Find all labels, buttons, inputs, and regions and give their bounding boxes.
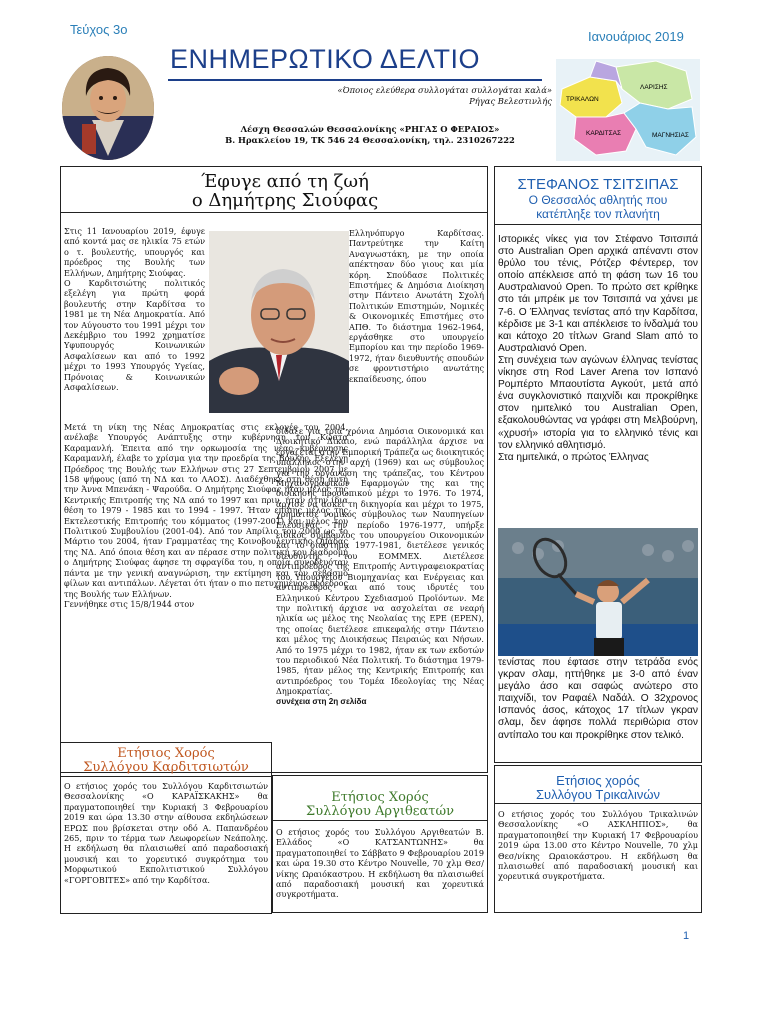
event-trikala-body: Ο ετήσιος χορός του Συλλόγου Τρικαλινών Θεσσαλονίκης «Ο ΑΣΚΛΗΠΙΟΣ», θα πραγματοποιηθεί την Κυριακή 17 Φεβρουαρίου 2019 ώρα 13.00 στο Κέντρο Nouvelle, 70 χλμ Θεσ/νίκης Ωραιοκάστρου. Η εκδήλωση θα πλαισιωθεί από παραδοσιακή μουσική και χορευτικά συγκροτήματα.	[498, 809, 698, 882]
event-argithea-rule	[272, 820, 488, 821]
main-article-title-line1: Έφυγε από τη ζωή	[201, 171, 369, 192]
main-article-intro: Στις 11 Ιανουαρίου 2019, έφυγε από κοντά μας σε ηλικία 75 ετών ο τ. βουλευτής, υπουργός και πρόεδρος της Βουλής των Ελλήνων, Δημήτρης Σιούφας.	[64, 226, 205, 278]
event-trikala-title-line2: Συλλόγου Τρικαλινών	[535, 787, 660, 802]
right-article-nadal: τενίστας που έφτασε στην τετράδα ενός γκραν σλαμ, ηττήθηκε με 3-0 από έναν μεγάλο άσο και σαφώς ανώτερο στο παιχνίδι, τον Ραφαέλ Ναδάλ. Ο 32χρονος Ισπανός άσος, κάτοχος 17 τίτλων γκραν σλαμ, δεν άφησε πολλά περιθώρια στον αντίπαλο του και προκρίθηκε στον τελικό.	[498, 657, 698, 741]
sioufas-photo-illustration	[209, 231, 349, 413]
right-article-title-rule	[494, 224, 702, 225]
map-label-larisa: ΛΑΡΙΣΗΣ	[640, 84, 668, 91]
main-article-family: Ελληνόπυργο Καρδίτσας. Παντρεύτηκε την Καίτη Αναγνωστάκη, με την οποία απέκτησαν δύο γιους και μία κόρη. Σπούδασε Πολιτικές Επιστήμες & Δημόσια Διοίκηση στην Πάντειο Ανωτάτη Σχολή Πολιτικών Επιστημών, Νομικές & Οικονομικές Επιστήμες στο ΑΠΘ. Το διάστημα 1962-1964, εργάσθηκε στο υπουργείο Εμπορίου και την περίοδο 1969-1972, ήταν διευθυντής σπουδών σε φροντιστήριο ανωτάτης εκπαίδευσης, όπου	[349, 228, 484, 384]
association-name: Λέσχη Θεσσαλών Θεσσαλονίκης «ΡΗΓΑΣ Ο ΦΕΡΑΙΟΣ»	[240, 124, 500, 134]
thessaly-map	[556, 59, 700, 161]
right-article-subtitle-line2: κατέπληξε τον πλανήτη	[536, 207, 660, 221]
map-label-trikala: ΤΡΙΚΑΛΩΝ	[566, 96, 599, 103]
page-number: 1	[683, 930, 690, 942]
rigas-feraios-portrait	[62, 56, 154, 160]
continued-link[interactable]: συνέχεια στη 2η σελίδα	[276, 696, 367, 706]
issue-date: Ιανουάριος 2019	[588, 29, 684, 44]
right-article-subtitle-line1: Ο Θεσσαλός αθλητής που	[528, 193, 668, 207]
event-trikala-title-line1: Ετήσιος χορός	[556, 773, 640, 788]
main-article-title-line2: ο Δημήτρης Σιούφας	[191, 190, 379, 211]
tsitsipas-photo-illustration	[498, 528, 698, 656]
tsitsipas-photo	[498, 528, 698, 656]
association-address: Β. Ηρακλείου 19, ΤΚ 546 24 Θεσσαλονίκη, τηλ. 2310267222	[225, 135, 515, 145]
right-article-semifinal: Στη συνέχεια των αγώνων έλληνας τενίστας νίκησε στη Rod Laver Arena τον Ισπανό Ρομπέρτο Μπαουτίστα Αγκούτ, μετά από ένα συγκλονιστικό παιχνίδι και προκρίθηκε στον ημιτελικό του Australian Open, εξακολουθώντας να γράφει στη Μελβούρνη, «χρυσή» ιστορία για το ελληνικό τένις και τον ελληνικό αθλητισμό.	[498, 354, 698, 451]
motto-author: Ρήγας Βελεστινλής	[469, 96, 552, 106]
thessaly-map-svg	[556, 59, 700, 161]
main-article-career: Ο Καρδιτσιώτης πολιτικός εξελέγη για πρώτη φορά βουλευτής στην Καρδίτσα το 1981 με τη Νέα Δημοκρατία. Από τον Αύγουστο του 1991 μέχρι τον Δεκέμβριο του 1992 χρηματίσε Υφυπουργός Κοινωνικών Ασφαλίσεων και από το 1992 μέχρι το 1993 Υπουργός Υγείας, Πρόνοιας & Κοινωνικών Ασφαλίσεων.	[64, 278, 205, 393]
main-article-col2-bottom	[276, 426, 484, 756]
event-argithea-title	[274, 791, 486, 819]
map-label-karditsa: ΚΑΡΔΙΤΣΑΣ	[586, 130, 622, 137]
issue-number: Τεύχος 3ο	[70, 22, 128, 37]
main-article-bio: Μετά τη νίκη της Νέας Δημοκρατίας στις εκλογές του 2004, ανέλαβε Υπουργός Ανάπτυξης στην κυβέρνηση του Κώστα Καραμανλή. Έπειτα από την ορκωμοσία της νέας κυβέρνησης Καραμανλή, έλαβε το χρίσμα για την προεδρία της Βουλής. Εξελέγη Πρόεδρος της Βουλής των Ελλήνων στις 27 Σεπτεμβρίου 2007 με 158 ψήφους (από τη ΝΔ και το ΛΑΟΣ). Διαδέχθηκε στη θέση αυτή την Άννα Μπενάκη - Ψαρούδα. Ο Δημήτρης Σιούφας ήταν μέλος της Κεντρικής Επιτροπής της ΝΔ από το 1997 και πριν, ήταν στην ίδια θέση το 1979 - 1985 και το 1994 - 1997. Ήταν επίσης μέλος της Εκτελεστικής Επιτροπής του κόμματος (1997-2001) και μέλος του Πολιτικού Συμβουλίου (2001-04). Από τον Απρίλιο του 2000 ως το Μάρτιο του 2004, ήταν Γραμματέας της Κοινοβουλευτικής Ομάδας της ΝΔ. Από όποια θέση και αν πέρασε στην πολιτική του διαδρομή ο Δημήτρης Σιούφας άφησε τη σφραγίδα του, η οποία συνοδευόταν πάντα με την γενική αναγνώριση, την εκτίμηση και τον σεβασμό φίλων και αντιπάλων. Λέγεται ότι ήταν ο πιο πετυχημένος πρόεδρος της Βουλής των Ελλήνων.	[64, 422, 348, 599]
right-article-bottom	[498, 657, 698, 757]
masthead-rule	[168, 79, 542, 81]
main-article-career-continued: δίδαξε για τρία χρόνια Δημόσια Οικονομικά και Διοικητικό Δίκαιο, ενώ παράλληλα άρχισε να εργάζεται στην Εμπορική Τράπεζα ως διοικητικός υπάλληλος στην αρχή (1969) και ως σύμβουλος για την οργάνωση της τράπεζας, του Κέντρου Μηχανογραφικών Εφαρμογών της και της διοίκησης προσωπικού μέχρι το 1976. Το 1974, άρχισε να ασκεί τη δικηγορία και μέχρι το 1975, χρημάτισε νομικός σύμβουλος των Ναυπηγείων Ελευσίνας. Την περίοδο 1976-1977, υπήρξε ειδικός σύμβουλος του υπουργείου Οικονομικών και το διάστημα 1977-1981, διετέλεσε γενικός διευθυντής του ΕΟΜΜΕΧ. Διετέλεσε αντιπρόεδρος της Επιτροπής Αντιγραφειοκρατίας του Υπουργείου Βιομηχανίας και Ενέργειας και αντιπρόεδρος και από τους ιδρυτές του Ελληνικού Κέντρου Σχεδιασμού Προϊόντων. Με την πολιτική άρχισε να ασχολείται σε νεαρή ηλικία ως μέλος της Νεολαίας της ΕΡΕ (ΕΡΕΝ), της οποίας διετέλεσε επικεφαλής στην Πάντειο και μέλος της Διοικήσεως Πειραιώς και Νήσων. Από το 1975 μέχρι το 1982, ήταν εκ των εκδοτών του περιοδικού Νέα Πολιτική. Το διάστημα 1979-1985, ήταν μέλος της Κεντρικής Επιτροπής και αντιπρόεδρος του Τομέα Ιδεολογίας της Νέας Δημοκρατίας.	[276, 426, 484, 697]
main-article-col1-top	[64, 226, 205, 422]
event-karditsa-title-line2: Συλλόγου Καρδιτσιωτών	[83, 760, 249, 775]
association-info	[185, 124, 555, 146]
event-trikala-title	[496, 774, 700, 802]
event-karditsa-body: Ο ετήσιος χορός του Συλλόγου Καρδιτσιωτών Θεσσαλονίκης «Ο ΚΑΡΑΪΣΚΑΚΗΣ» θα πραγματοποιηθεί την Κυριακή 3 Φεβρουαρίου 2019 και ώρα 13.30 στην αίθουσα εκδηλώσεων ΕΡΩΣ που βρίσκεται στην οδό Α. Παπανδρέου 265, πριν το τέρμα των Λεωφορείων Νεάπολης. Η εκδήλωση θα πλαισιωθεί από παραδοσιακή μουσική και το χορευτικό συγκρότημα του Μορφωτικού Εκπολιτιστικού Συλλόγου «ΓΟΡΓΟΒΙΤΕΣ» από την Καρδίτσα.	[64, 781, 268, 885]
masthead-title: ΕΝΗΜΕΡΩΤΙΚΟ ΔΕΛΤΙΟ	[170, 44, 480, 74]
motto	[280, 85, 552, 107]
main-article-title-rule	[60, 212, 488, 213]
right-article-intro: Ιστορικές νίκες για τον Στέφανο Τσιτσιπά στο Australian Open αρχικά απέναντι στον θρύλο του τένις, Ρότζερ Φέντερερ, τον οποίο απέκλεισε από τη φάση των 16 του Αυστραλιανού Open. Το πρώτο σετ κρίθηκε στο τάι μπρέικ με τον Τσιτσιπά να χάνει με 7-6. Ο Έλληνας τενίστας από την Καρδίτσα, κέρδισε με 3-1 και απέκλεισε το ίνδαλμά του και κάτοχο 20 τίτλων Grand Slam από το Αυστραλιανό Open.	[498, 234, 698, 354]
right-article-top	[498, 234, 698, 524]
event-karditsa-title	[62, 747, 270, 775]
main-article-birth: Γεννήθηκε στις 15/8/1944 στον	[64, 598, 195, 609]
event-karditsa-title-line1: Ετήσιος Χορός	[117, 746, 215, 761]
dimitris-sioufas-photo	[209, 231, 349, 413]
map-label-magnesia: ΜΑΓΝΗΣΙΑΣ	[652, 132, 689, 139]
main-article-col2-top	[349, 228, 484, 424]
right-article-title: ΣΤΕΦΑΝΟΣ ΤΣΙΤΣΙΠΑΣ	[517, 176, 679, 193]
main-article-title	[180, 172, 390, 210]
right-article-subtitle	[496, 193, 700, 221]
event-argithea-body: Ο ετήσιος χορός του Συλλόγου Αργιθεατών Β. Ελλάδος «Ο ΚΑΤΣΑΝΤΩΝΗΣ» θα πραγματοποιηθεί το Σάββατο 9 Φεβρουαρίου 2019 και ώρα 19.30 στο Κέντρο Nouvelle, 70 χλμ Θεσ/νίκης Ωραιόκαστρου. Η εκδήλωση θα πλαισιωθεί από παραδοσιακή μουσική και χορευτικά συγκροτήματα.	[276, 827, 484, 900]
event-trikala-rule	[494, 803, 702, 804]
motto-quote: «Όποιος ελεύθερα συλλογάται συλλογάται καλά»	[337, 85, 552, 95]
event-argithea-title-line1: Ετήσιος Χορός	[331, 790, 429, 805]
event-argithea-title-line2: Συλλόγου Αργιθεατών	[306, 804, 454, 819]
right-article-semifinal-cont: Στα ημιτελικά, ο πρώτος Έλληνας	[498, 451, 649, 463]
portrait-illustration	[62, 56, 154, 160]
event-karditsa-rule	[60, 776, 272, 777]
